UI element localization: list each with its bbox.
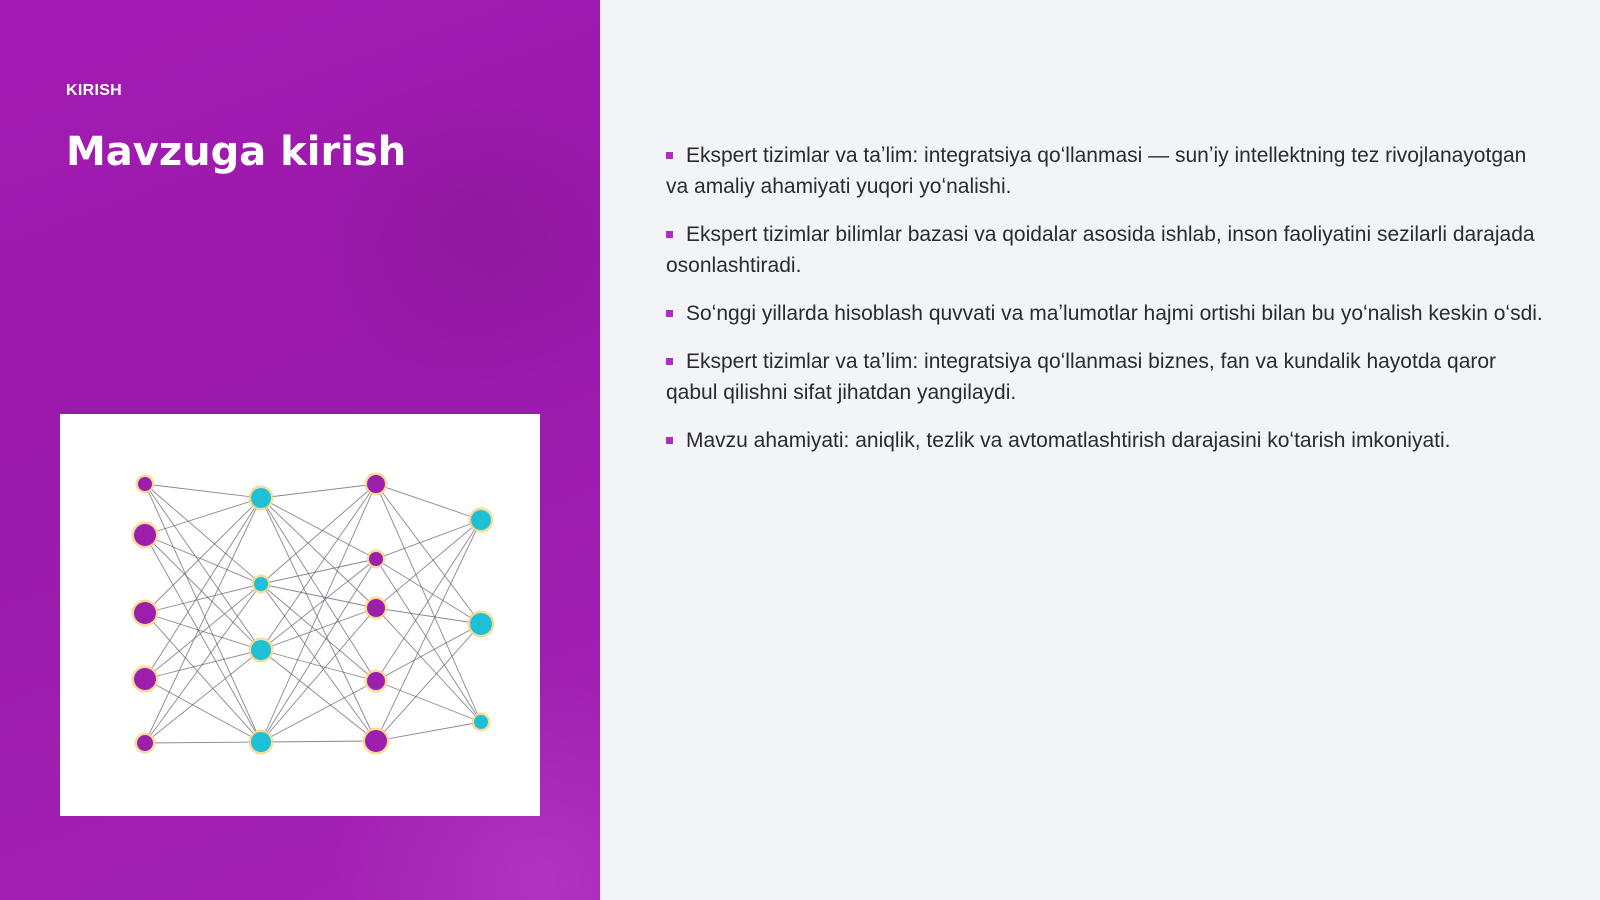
- network-connection: [261, 584, 376, 681]
- network-node: [367, 475, 385, 493]
- network-node: [251, 640, 271, 660]
- bullet-text: Ekspert tizimlar bilimlar bazasi va qoidalar asosida ishlab, inson faoliyatini sezilarli darajada osonlashtiradi.: [666, 223, 1535, 277]
- network-connection: [376, 520, 481, 608]
- network-connection: [376, 722, 481, 741]
- bullet-item: [666, 140, 1546, 202]
- network-connection: [376, 484, 481, 520]
- slide-title: Mavzuga kirish: [66, 129, 407, 175]
- network-node: [134, 524, 156, 546]
- network-connection: [261, 741, 376, 742]
- network-node: [471, 510, 491, 530]
- network-connection: [376, 559, 481, 722]
- network-connection: [145, 484, 261, 650]
- network-connection: [145, 484, 261, 742]
- network-node: [367, 599, 385, 617]
- network-node: [134, 668, 156, 690]
- network-connection: [376, 624, 481, 681]
- bullet-item: [666, 298, 1546, 329]
- network-node: [137, 735, 153, 751]
- neural-network-icon: [60, 414, 540, 816]
- network-connection: [145, 498, 261, 613]
- bullet-text: Ekspert tizimlar va taʼlim: integratsiya qoʻllanmasi — sunʼiy intellektning tez rivojlanayotgan va amaliy ahamiyati yuqori yoʻnalishi.: [666, 144, 1527, 198]
- section-label: KIRISH: [66, 82, 123, 99]
- bullet-text: Ekspert tizimlar va taʼlim: integratsiya qoʻllanmasi biznes, fan va kundalik hayotda qaror qabul qilishni sifat jihatdan yangilaydi.: [666, 350, 1497, 404]
- network-connection: [261, 608, 376, 650]
- bullet-text: Soʻnggi yillarda hisoblash quvvati va maʼlumotlar hajmi ortishi bilan bu yoʻnalish keskin oʻsdi.: [686, 302, 1543, 325]
- network-connection: [261, 650, 376, 741]
- network-connection: [145, 535, 261, 584]
- network-connection: [145, 484, 261, 498]
- network-connection: [376, 559, 481, 624]
- network-connection: [261, 484, 376, 650]
- network-connection: [261, 484, 376, 498]
- network-connection: [376, 608, 481, 624]
- network-connection: [261, 498, 376, 681]
- network-connection: [261, 484, 376, 742]
- network-connection: [261, 498, 376, 608]
- network-node: [138, 477, 152, 491]
- bullet-square-icon: [666, 231, 673, 238]
- network-connection: [376, 520, 481, 681]
- network-node: [254, 577, 268, 591]
- network-connection: [261, 584, 376, 741]
- network-connection: [145, 498, 261, 535]
- network-connection: [145, 742, 261, 743]
- network-node: [365, 730, 387, 752]
- bullet-item: [666, 425, 1546, 456]
- bullet-square-icon: [666, 358, 673, 365]
- neural-network-illustration: [60, 414, 540, 816]
- network-connection: [261, 681, 376, 742]
- network-connection: [376, 624, 481, 741]
- network-node: [367, 672, 385, 690]
- title-panel: [0, 0, 600, 900]
- network-node: [251, 732, 271, 752]
- bullet-item: [666, 346, 1546, 408]
- network-node: [134, 602, 156, 624]
- bullet-item: [666, 219, 1546, 281]
- network-node: [470, 613, 492, 635]
- network-node: [474, 715, 488, 729]
- network-connection: [261, 608, 376, 742]
- network-connection: [145, 498, 261, 743]
- network-connection: [261, 650, 376, 681]
- bullet-text: Mavzu ahamiyati: aniqlik, tezlik va avtomatlashtirish darajasini koʻtarish imkoniyati.: [686, 429, 1451, 452]
- network-connection: [376, 608, 481, 722]
- bullet-square-icon: [666, 152, 673, 159]
- network-connection: [261, 559, 376, 584]
- network-node: [251, 488, 271, 508]
- network-node: [369, 552, 383, 566]
- bullet-square-icon: [666, 310, 673, 317]
- network-connection: [261, 559, 376, 742]
- network-connection: [261, 498, 376, 559]
- bullet-square-icon: [666, 437, 673, 444]
- bullet-list: [666, 140, 1546, 473]
